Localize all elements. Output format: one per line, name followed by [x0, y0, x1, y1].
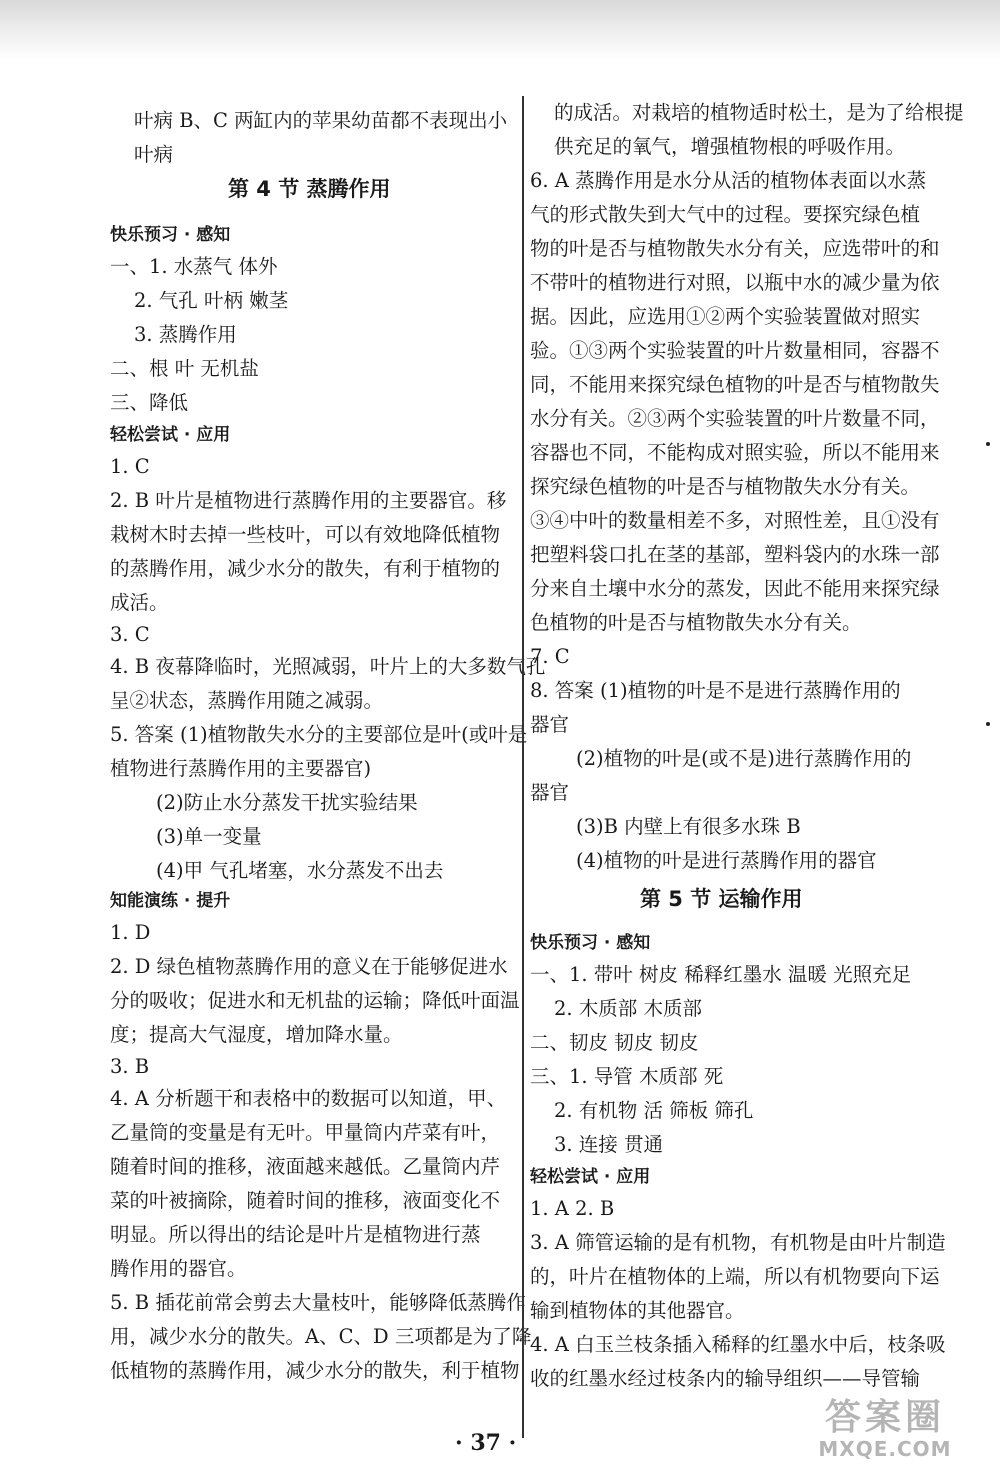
- text-line: 气的形式散失到大气中的过程。要探究绿色植: [530, 203, 921, 226]
- text-line: 1. C: [110, 455, 150, 478]
- text-line: 1. A 2. B: [530, 1197, 615, 1220]
- text-line: 分来自土壤中水分的蒸发，因此不能用来探究绿: [530, 577, 940, 600]
- watermark-main: 答案圈: [824, 1397, 945, 1438]
- text-line: ③④中叶的数量相差不多，对照性差，且①没有: [530, 509, 940, 532]
- text-line: 6. A 蒸腾作用是水分从活的植物体表面以水蒸: [530, 169, 927, 192]
- text-line: 随着时间的推移，液面越来越低。乙量筒内芹: [110, 1155, 501, 1178]
- text-line: 验。①③两个实验装置的叶片数量相同，容器不: [530, 339, 940, 362]
- text-line: 的，叶片在植物体的上端，所以有机物要向下运: [530, 1265, 940, 1288]
- text-line: 4. B 夜幕降临时，光照减弱，叶片上的大多数气孔: [110, 655, 546, 678]
- section-title: 第 4 节 蒸腾作用: [228, 177, 391, 201]
- text-line: 一、1. 水蒸气 体外: [110, 255, 278, 278]
- text-line: (4)植物的叶是进行蒸腾作用的器官: [576, 849, 877, 872]
- text-line: 明显。所以得出的结论是叶片是植物进行蒸: [110, 1223, 481, 1246]
- text-line: 8. 答案 (1)植物的叶是不是进行蒸腾作用的: [530, 679, 901, 702]
- text-line: 2. B 叶片是植物进行蒸腾作用的主要器官。移: [110, 489, 507, 512]
- text-line: 植物进行蒸腾作用的主要器官): [110, 757, 372, 780]
- text-line: 物的叶是否与植物散失水分有关，应选带叶的和: [530, 237, 940, 260]
- text-line: 4. A 分析题干和表格中的数据可以知道，甲、: [110, 1087, 507, 1110]
- text-line: (4)甲 气孔堵塞，水分蒸发不出去: [156, 859, 444, 882]
- text-line: 输到植物体的其他器官。: [530, 1299, 745, 1322]
- subsection-heading: 轻松尝试 · 应用: [110, 425, 231, 445]
- page-number: [455, 1430, 516, 1456]
- watermark-url: MXQE.COM: [818, 1437, 952, 1461]
- text-line: 三、1. 导管 木质部 死: [530, 1065, 724, 1088]
- text-line: (3)B 内壁上有很多水珠 B: [576, 815, 801, 838]
- text-line: 不带叶的植物进行对照，以瓶中水的减少量为依: [530, 271, 940, 294]
- text-line: 2. 有机物 活 筛板 筛孔: [554, 1099, 754, 1122]
- scan-mark: [986, 722, 990, 726]
- page-number-value: 37: [470, 1430, 501, 1456]
- text-line: 分的吸收；促进水和无机盐的运输；降低叶面温: [110, 989, 520, 1012]
- text-line: 4. A 白玉兰枝条插入稀释的红墨水中后，枝条吸: [530, 1333, 946, 1356]
- text-line: 3. 连接 贯通: [554, 1133, 664, 1156]
- text-line: 2. 气孔 叶柄 嫩茎: [134, 289, 289, 312]
- text-line: 5. B 插花前常会剪去大量枝叶，能够降低蒸腾作: [110, 1291, 526, 1314]
- page-number-dot-right: ·: [500, 1430, 517, 1456]
- text-line: 叶病 B、C 两缸内的苹果幼苗都不表现出小: [134, 109, 508, 132]
- page-number-dot-left: ·: [455, 1430, 471, 1456]
- text-line: 5. 答案 (1)植物散失水分的主要部位是叶(或叶是: [110, 723, 528, 746]
- column-divider: [522, 96, 524, 1438]
- text-line: 叶病: [134, 143, 174, 166]
- text-line: 探究绿色植物的叶是否与植物散失水分有关。: [530, 475, 921, 498]
- text-line: 栽树木时去掉一些枝叶，可以有效地降低植物: [110, 523, 501, 546]
- text-line: 据。因此，应选用①②两个实验装置做对照实: [530, 305, 921, 328]
- text-line: 2. D 绿色植物蒸腾作用的意义在于能够促进水: [110, 955, 508, 978]
- text-line: 用，减少水分的散失。A、C、D 三项都是为了降: [110, 1325, 532, 1348]
- text-line: 的蒸腾作用，减少水分的散失，有利于植物的: [110, 557, 501, 580]
- text-line: 呈②状态，蒸腾作用随之减弱。: [110, 689, 384, 712]
- text-line: 供充足的氧气，增强植物根的呼吸作用。: [554, 135, 906, 158]
- text-line: 2. 木质部 木质部: [554, 997, 703, 1020]
- text-line: 一、1. 带叶 树皮 稀释红墨水 温暖 光照充足: [530, 963, 912, 986]
- text-line: (3)单一变量: [156, 825, 262, 848]
- subsection-heading: 快乐预习 · 感知: [110, 225, 231, 245]
- text-line: 把塑料袋口扎在茎的基部，塑料袋内的水珠一部: [530, 543, 940, 566]
- text-line: 度；提高大气湿度，增加降水量。: [110, 1023, 403, 1046]
- scan-mark: [986, 442, 990, 446]
- section-title: 第 5 节 运输作用: [640, 887, 803, 911]
- text-line: 收的红墨水经过枝条内的输导组织——导管输: [530, 1367, 921, 1390]
- text-line: 三、降低: [110, 391, 189, 414]
- subsection-heading: 轻松尝试 · 应用: [530, 1167, 651, 1187]
- subsection-heading: 快乐预习 · 感知: [530, 933, 651, 953]
- text-line: 器官: [530, 781, 570, 804]
- text-line: 容器也不同，不能构成对照实验，所以不能用来: [530, 441, 940, 464]
- text-line: 3. 蒸腾作用: [134, 323, 237, 346]
- subsection-heading: 知能演练 · 提升: [110, 891, 231, 911]
- text-line: 低植物的蒸腾作用，减少水分的散失，利于植物: [110, 1359, 520, 1382]
- text-line: 的成活。对栽培的植物适时松土，是为了给根提: [554, 101, 964, 124]
- watermark-logo: [785, 1398, 985, 1468]
- text-line: 1. D: [110, 921, 151, 944]
- text-line: 色植物的叶是否与植物散失水分有关。: [530, 611, 862, 634]
- text-line: 二、韧皮 韧皮 韧皮: [530, 1031, 699, 1054]
- text-line: 腾作用的器官。: [110, 1257, 247, 1280]
- text-line: 3. B: [110, 1055, 150, 1078]
- text-line: 成活。: [110, 591, 169, 614]
- text-line: 乙量筒的变量是有无叶。甲量筒内芹菜有叶，: [110, 1121, 501, 1144]
- text-line: 同，不能用来探究绿色植物的叶是否与植物散失: [530, 373, 940, 396]
- text-line: (2)防止水分蒸发干扰实验结果: [156, 791, 418, 814]
- text-line: 3. A 筛管运输的是有机物，有机物是由叶片制造: [530, 1231, 946, 1254]
- text-line: 水分有关。②③两个实验装置的叶片数量不同，: [530, 407, 940, 430]
- text-line: 菜的叶被摘除，随着时间的推移，液面变化不: [110, 1189, 501, 1212]
- text-line: 二、根 叶 无机盐: [110, 357, 259, 380]
- text-line: 7. C: [530, 645, 570, 668]
- text-line: 器官: [530, 713, 570, 736]
- text-line: 3. C: [110, 623, 150, 646]
- text-line: (2)植物的叶是(或不是)进行蒸腾作用的: [576, 747, 912, 770]
